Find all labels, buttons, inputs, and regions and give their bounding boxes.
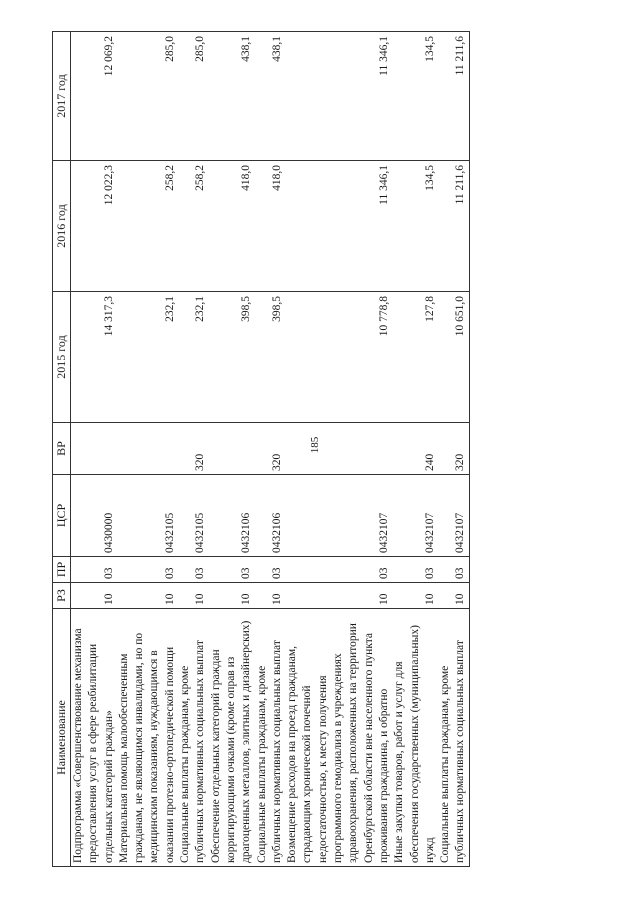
row-pr: 03 (392, 557, 438, 583)
header-vr: ВР (53, 423, 71, 475)
row-vr: 320 (178, 423, 209, 475)
row-pr: 03 (285, 557, 392, 583)
row-rz: 10 (178, 583, 209, 609)
row-csr: 0432106 (209, 475, 255, 557)
row-2017: 285,0 (178, 32, 209, 161)
row-name: Возмещение расходов на проезд гражданам, страдающим хронической почечной недостаточностью, к месту получения программного гемодиализа в учреждениях здравоохранения, расположенных на территории Оренбургской области вне населенного пункта проживания гражданина, и обратно (285, 609, 392, 867)
row-2017: 438,1 (255, 32, 286, 161)
row-csr: 0432105 (178, 475, 209, 557)
rotated-table-frame (52, 32, 602, 867)
row-pr: 03 (71, 557, 117, 583)
header-2015: 2015 год (53, 292, 71, 423)
row-2017: 285,0 (117, 32, 178, 161)
row-2015: 10 778,8 (285, 292, 392, 423)
row-name: Социальные выплаты гражданам, кроме публичных нормативных социальных выплат (255, 609, 286, 867)
row-rz: 10 (209, 583, 255, 609)
row-2015: 232,1 (117, 292, 178, 423)
row-2015: 398,5 (255, 292, 286, 423)
row-csr: 0430000 (71, 475, 117, 557)
row-rz: 10 (285, 583, 392, 609)
table-row (255, 32, 286, 867)
row-vr: 320 (438, 423, 469, 475)
row-name: Материальная помощь малообеспеченным гражданам, не являющимся инвалидами, но по медицинским показаниям, нуждающимся в оказании протезно-ортопедической помощи (117, 609, 178, 867)
row-2016: 418,0 (255, 161, 286, 292)
row-pr: 03 (178, 557, 209, 583)
table-header-row (53, 32, 71, 867)
row-2016: 11 346,1 (285, 161, 392, 292)
row-pr: 03 (117, 557, 178, 583)
row-vr (71, 423, 117, 475)
row-rz: 10 (255, 583, 286, 609)
row-csr: 0432107 (438, 475, 469, 557)
page-number: 185 (309, 436, 321, 454)
row-2017: 11 211,6 (438, 32, 469, 161)
table-row (209, 32, 255, 867)
row-2017: 12 069,2 (71, 32, 117, 161)
row-2016: 418,0 (209, 161, 255, 292)
row-name: Иные закупки товаров, работ и услуг для обеспечения государственных (муниципальных) нужд (392, 609, 438, 867)
row-name: Социальные выплаты гражданам, кроме публичных нормативных социальных выплат (438, 609, 469, 867)
row-2015: 14 317,3 (71, 292, 117, 423)
row-2016: 258,2 (117, 161, 178, 292)
row-2015: 10 651,0 (438, 292, 469, 423)
row-csr: 0432107 (392, 475, 438, 557)
row-2016: 11 211,6 (438, 161, 469, 292)
table-row (392, 32, 438, 867)
row-csr: 0432106 (255, 475, 286, 557)
row-2016: 258,2 (178, 161, 209, 292)
row-rz: 10 (71, 583, 117, 609)
row-name: Обеспечение отдельных категорий граждан корригирующими очками (кроме оправ из драгоценных металлов, элитных и дизайнерских) (209, 609, 255, 867)
table-row (71, 32, 117, 867)
budget-table (52, 31, 470, 867)
row-2015: 127,8 (392, 292, 438, 423)
row-vr (285, 423, 392, 475)
budget-table-container (52, 32, 602, 867)
table-row (285, 32, 392, 867)
row-vr: 320 (255, 423, 286, 475)
row-rz: 10 (392, 583, 438, 609)
row-2017: 11 346,1 (285, 32, 392, 161)
row-pr: 03 (209, 557, 255, 583)
row-vr (117, 423, 178, 475)
row-csr: 0432107 (285, 475, 392, 557)
row-vr: 240 (392, 423, 438, 475)
row-2016: 134,5 (392, 161, 438, 292)
table-row (438, 32, 469, 867)
header-2016: 2016 год (53, 161, 71, 292)
row-csr: 0432105 (117, 475, 178, 557)
header-pr: ПР (53, 557, 71, 583)
row-2015: 398,5 (209, 292, 255, 423)
row-2015: 232,1 (178, 292, 209, 423)
header-2017: 2017 год (53, 32, 71, 161)
row-name: Подпрограмма «Совершенствование механизма предоставления услуг в сфере реабилитации отдельных категорий граждан» (71, 609, 117, 867)
row-2016: 12 022,3 (71, 161, 117, 292)
row-rz: 10 (117, 583, 178, 609)
table-row (178, 32, 209, 867)
row-2017: 134,5 (392, 32, 438, 161)
header-csr: ЦСР (53, 475, 71, 557)
row-pr: 03 (255, 557, 286, 583)
row-pr: 03 (438, 557, 469, 583)
header-rz: РЗ (53, 583, 71, 609)
header-name: Наименование (53, 609, 71, 867)
row-name: Социальные выплаты гражданам, кроме публичных нормативных социальных выплат (178, 609, 209, 867)
row-vr (209, 423, 255, 475)
row-rz: 10 (438, 583, 469, 609)
row-2017: 438,1 (209, 32, 255, 161)
table-row (117, 32, 178, 867)
